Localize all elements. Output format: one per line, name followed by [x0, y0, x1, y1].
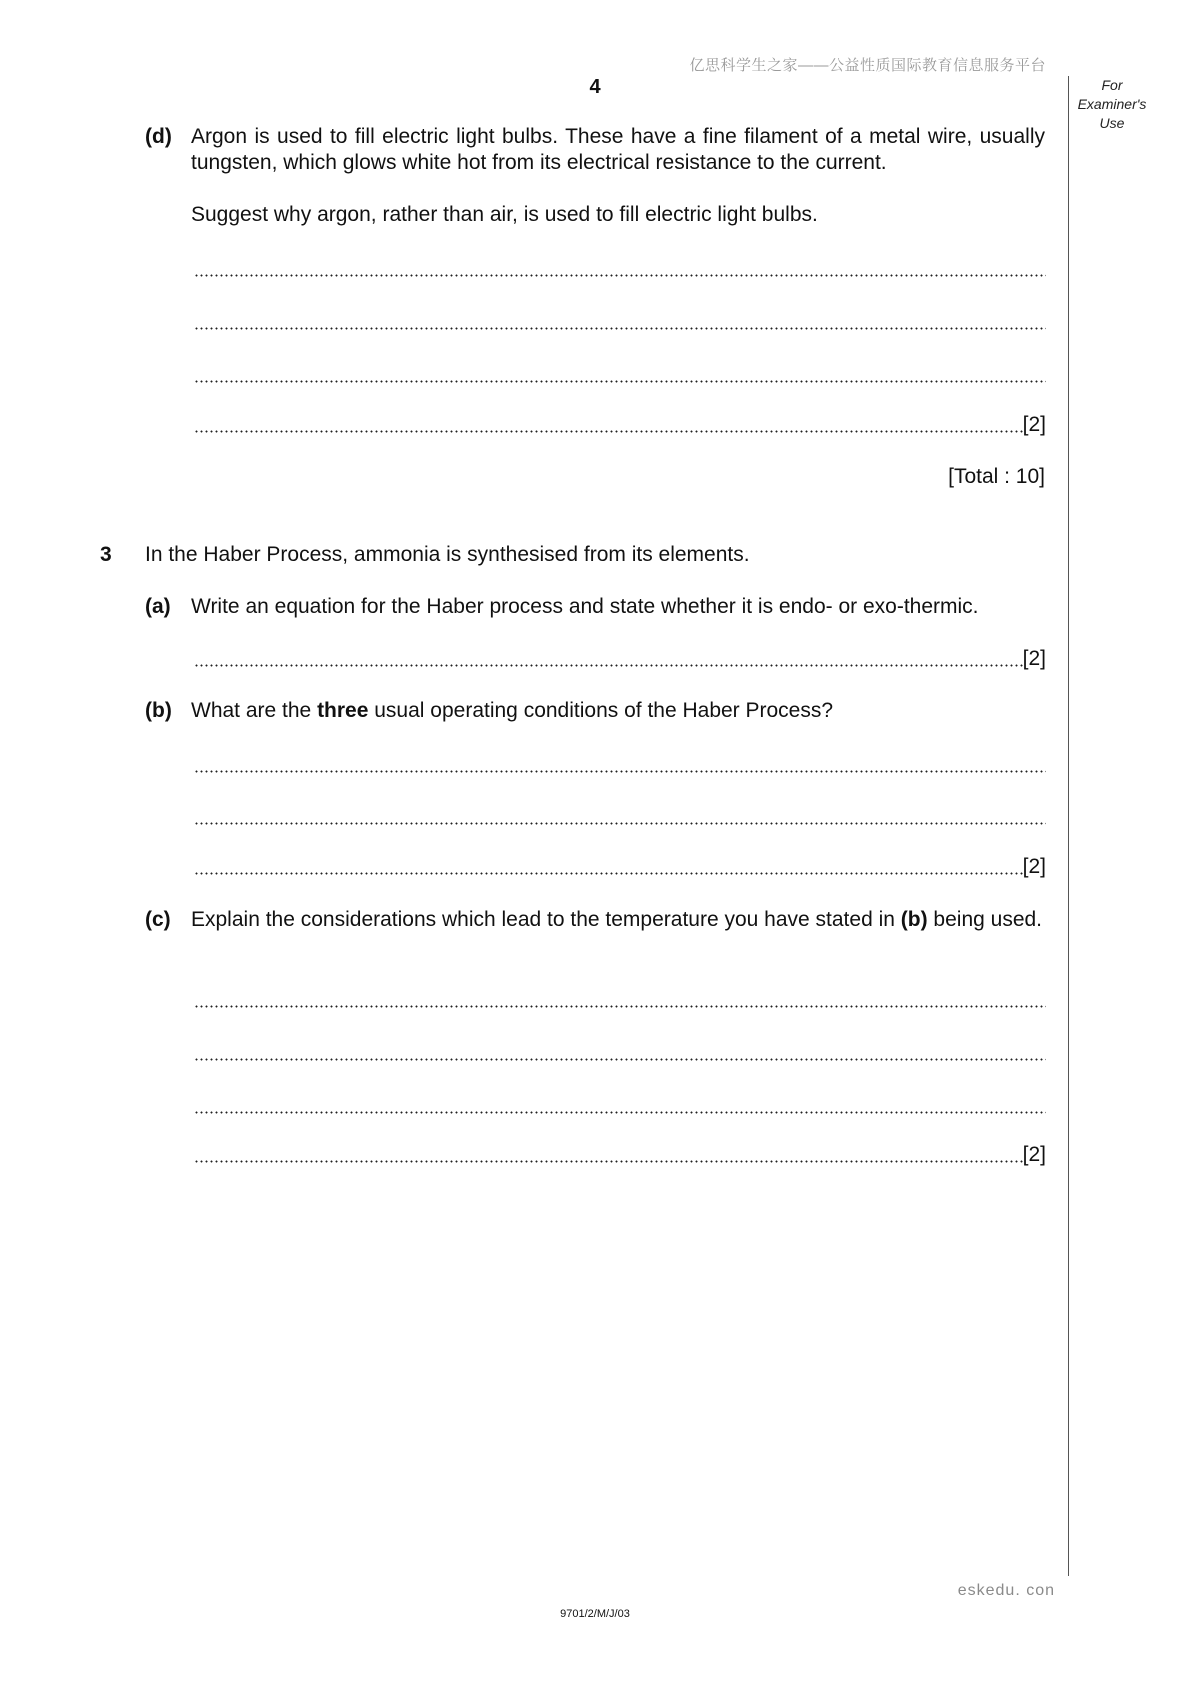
q3-number: 3: [100, 543, 112, 566]
q3b-answer-line-1[interactable]: [194, 752, 1046, 778]
q3-intro: In the Haber Process, ammonia is synthesised from its elements.: [145, 543, 750, 566]
examiner-label-line3: Use: [1099, 115, 1125, 131]
q3c-answer-line-3[interactable]: [194, 1093, 1046, 1119]
site-watermark: eskedu. con: [957, 1582, 1055, 1599]
q3a-label: (a): [145, 595, 171, 618]
q2d-label: (d): [145, 125, 172, 148]
q3c-marks: [2]: [1022, 1143, 1046, 1166]
q3c-text-after: being used.: [927, 908, 1043, 931]
examiner-label-line1: For: [1101, 77, 1123, 93]
examiner-use-label: [1074, 76, 1150, 133]
q3a-marks: [2]: [1022, 647, 1046, 670]
q3b-label: (b): [145, 699, 172, 722]
q3b-text-before: What are the: [191, 699, 318, 722]
paper-code: 9701/2/M/J/03: [560, 1608, 630, 1620]
examiner-margin-rule: [1068, 76, 1069, 1576]
q2d-prompt: Suggest why argon, rather than air, is used to fill electric light bulbs.: [191, 203, 818, 226]
q2d-marks: [2]: [1022, 413, 1046, 436]
q2d-answer-line-1[interactable]: [194, 256, 1046, 282]
q3b-answer-line-2[interactable]: [194, 804, 1046, 830]
q2d-answer-line-3[interactable]: [194, 362, 1046, 388]
q3b-text: [191, 698, 833, 724]
q3c-answer-line-4[interactable]: [194, 1142, 1046, 1168]
q3c-text-before: Explain the considerations which lead to the temperature you have stated in: [191, 908, 901, 931]
q3b-marks: [2]: [1022, 855, 1046, 878]
q2-total-marks: [Total : 10]: [948, 465, 1045, 488]
q2d-answer-line-2[interactable]: [194, 309, 1046, 335]
q2d-answer-line-4[interactable]: [194, 412, 1046, 438]
q3b-text-bold: three: [317, 699, 369, 722]
q3b-answer-line-3[interactable]: [194, 854, 1046, 880]
q3c-label: (c): [145, 908, 171, 931]
q3a-answer-line-1[interactable]: [194, 646, 1046, 672]
q3b-text-after: usual operating conditions of the Haber Process?: [368, 699, 834, 722]
watermark-text: 亿思科学生之家——公益性质国际教育信息服务平台: [689, 57, 1046, 74]
q3c-answer-line-2[interactable]: [194, 1040, 1046, 1066]
q3a-text: Write an equation for the Haber process and state whether it is endo- or exo-thermic.: [191, 595, 979, 618]
examiner-label-line2: Examiner's: [1077, 96, 1147, 112]
q3c-answer-line-1[interactable]: [194, 987, 1046, 1013]
q3c-text: [191, 907, 1045, 933]
q2d-text: Argon is used to fill electric light bulbs. These have a fine filament of a metal wire, usually tungsten, which glows white hot from its electrical resistance to the current.: [191, 125, 1045, 174]
q3c-text-bold: (b): [900, 908, 928, 931]
page-number: 4: [589, 76, 601, 98]
